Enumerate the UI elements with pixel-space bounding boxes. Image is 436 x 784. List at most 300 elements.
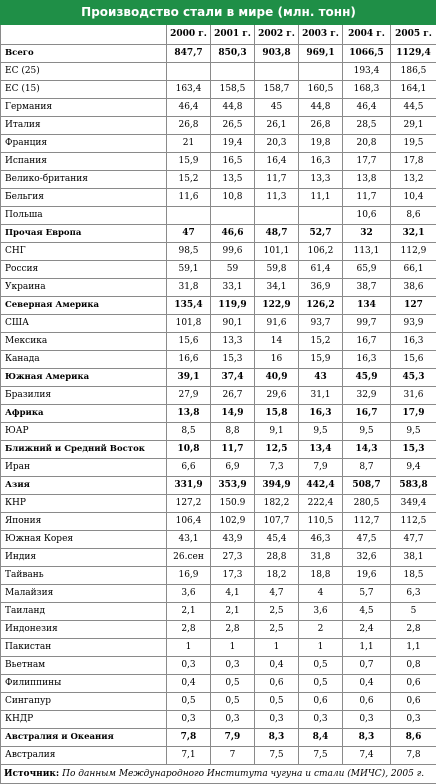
table-row: [1, 729, 436, 747]
value-cell: 1129,4: [391, 45, 436, 63]
value-cell: 26,7: [211, 387, 255, 405]
value-cell: 280,5: [343, 495, 391, 513]
value-cell: 44,5: [391, 99, 436, 117]
row-label: Таиланд: [1, 603, 167, 621]
value-cell: 8,5: [167, 423, 211, 441]
row-label: Испания: [1, 153, 167, 171]
value-cell: 15,2: [299, 333, 343, 351]
value-cell: 61,4: [299, 261, 343, 279]
table-row: [1, 279, 436, 297]
value-cell: 16: [255, 351, 299, 369]
value-cell: 40,9: [255, 369, 299, 387]
value-cell: 8,3: [343, 729, 391, 747]
table-row: [1, 315, 436, 333]
value-cell: [211, 63, 255, 81]
row-label: ЕС (15): [1, 81, 167, 99]
value-cell: 0,6: [343, 693, 391, 711]
value-cell: 1: [211, 639, 255, 657]
value-cell: 38,1: [391, 549, 436, 567]
value-cell: 15,8: [255, 405, 299, 423]
table-row: [1, 711, 436, 729]
value-cell: 0,3: [343, 711, 391, 729]
table-row: [1, 585, 436, 603]
value-cell: 7,5: [255, 747, 299, 765]
table-row: [1, 135, 436, 153]
value-cell: 127: [391, 297, 436, 315]
row-label: ЮАР: [1, 423, 167, 441]
table-title: Производство стали в мире (млн. тонн): [1, 1, 436, 25]
value-cell: 18,8: [299, 567, 343, 585]
value-cell: 16,9: [167, 567, 211, 585]
value-cell: 38,7: [343, 279, 391, 297]
table-row: [1, 63, 436, 81]
value-cell: 13,8: [167, 405, 211, 423]
value-cell: 8,4: [299, 729, 343, 747]
value-cell: 27,3: [211, 549, 255, 567]
value-cell: 16,3: [299, 153, 343, 171]
row-label: Россия: [1, 261, 167, 279]
value-cell: 7,5: [299, 747, 343, 765]
value-cell: 101,1: [255, 243, 299, 261]
table-row: [1, 333, 436, 351]
value-cell: 193,4: [343, 63, 391, 81]
value-cell: 21: [167, 135, 211, 153]
value-cell: 13,5: [211, 171, 255, 189]
value-cell: 9,5: [391, 423, 436, 441]
table-row: [1, 603, 436, 621]
value-cell: 43: [299, 369, 343, 387]
value-cell: 13,2: [391, 171, 436, 189]
value-cell: 17,3: [211, 567, 255, 585]
row-label: Южная Америка: [1, 369, 167, 387]
value-cell: 7,4: [343, 747, 391, 765]
value-cell: 164,1: [391, 81, 436, 99]
value-cell: 127,2: [167, 495, 211, 513]
value-cell: 0,4: [167, 675, 211, 693]
value-cell: 91,6: [255, 315, 299, 333]
value-cell: 0,3: [255, 711, 299, 729]
source-note: [1, 765, 436, 784]
row-label: Африка: [1, 405, 167, 423]
row-label: Канада: [1, 351, 167, 369]
value-cell: 66,1: [391, 261, 436, 279]
row-label: Австралия: [1, 747, 167, 765]
value-cell: 33,1: [211, 279, 255, 297]
value-cell: 508,7: [343, 477, 391, 495]
value-cell: 28,8: [255, 549, 299, 567]
row-label: Тайвань: [1, 567, 167, 585]
row-label: Пакистан: [1, 639, 167, 657]
value-cell: [255, 207, 299, 225]
value-cell: 0,7: [343, 657, 391, 675]
value-cell: 99,7: [343, 315, 391, 333]
value-cell: 90,1: [211, 315, 255, 333]
value-cell: 0,5: [299, 657, 343, 675]
value-cell: [299, 63, 343, 81]
value-cell: 2,5: [255, 603, 299, 621]
value-cell: 13,4: [299, 441, 343, 459]
row-label: Иран: [1, 459, 167, 477]
table-row: [1, 549, 436, 567]
row-label: Польша: [1, 207, 167, 225]
value-cell: 0,6: [299, 693, 343, 711]
value-cell: 43,1: [167, 531, 211, 549]
column-header: 2001 г.: [211, 25, 255, 45]
value-cell: 45,9: [343, 369, 391, 387]
source-text: По данным Международного Института чугуна и стали (МИЧС), 2005 г.: [62, 769, 424, 779]
value-cell: 8,3: [255, 729, 299, 747]
value-cell: 8,8: [211, 423, 255, 441]
value-cell: 2,8: [211, 621, 255, 639]
value-cell: 2: [299, 621, 343, 639]
value-cell: 2,8: [391, 621, 436, 639]
value-cell: 3,6: [299, 603, 343, 621]
value-cell: 106,2: [299, 243, 343, 261]
table-row: [1, 621, 436, 639]
value-cell: 112,5: [391, 513, 436, 531]
value-cell: 112,9: [391, 243, 436, 261]
row-label: Ближний и Средний Восток: [1, 441, 167, 459]
table-row: [1, 675, 436, 693]
value-cell: 15,2: [167, 171, 211, 189]
table-row: [1, 261, 436, 279]
value-cell: 59: [211, 261, 255, 279]
column-header-row: [1, 25, 436, 45]
value-cell: 2,8: [167, 621, 211, 639]
value-cell: 19,4: [211, 135, 255, 153]
table-row: [1, 531, 436, 549]
value-cell: 46,6: [211, 225, 255, 243]
value-cell: 31,8: [167, 279, 211, 297]
value-cell: 39,1: [167, 369, 211, 387]
value-cell: 1,1: [343, 639, 391, 657]
value-cell: 31,1: [299, 387, 343, 405]
table-row: [1, 189, 436, 207]
value-cell: 4,1: [211, 585, 255, 603]
value-cell: 4: [299, 585, 343, 603]
value-cell: 16,5: [211, 153, 255, 171]
value-cell: 13,3: [299, 171, 343, 189]
table-row: [1, 387, 436, 405]
value-cell: 43,9: [211, 531, 255, 549]
row-label: Италия: [1, 117, 167, 135]
value-cell: 59,1: [167, 261, 211, 279]
value-cell: 1: [255, 639, 299, 657]
value-cell: 19,6: [343, 567, 391, 585]
value-cell: 0,3: [167, 711, 211, 729]
value-cell: 4,5: [343, 603, 391, 621]
row-label: Германия: [1, 99, 167, 117]
value-cell: 16,3: [391, 333, 436, 351]
value-cell: 442,4: [299, 477, 343, 495]
value-cell: [299, 207, 343, 225]
value-cell: 13,8: [343, 171, 391, 189]
value-cell: 0,6: [391, 675, 436, 693]
table-row: [1, 639, 436, 657]
value-cell: 26.сен: [167, 549, 211, 567]
value-cell: 168,3: [343, 81, 391, 99]
value-cell: 99,6: [211, 243, 255, 261]
value-cell: 8,7: [343, 459, 391, 477]
value-cell: 7,9: [211, 729, 255, 747]
value-cell: 1,1: [391, 639, 436, 657]
value-cell: 102,9: [211, 513, 255, 531]
row-label: Филиппины: [1, 675, 167, 693]
value-cell: 32,9: [343, 387, 391, 405]
row-label: Азия: [1, 477, 167, 495]
value-cell: 126,2: [299, 297, 343, 315]
value-cell: 7,8: [167, 729, 211, 747]
value-cell: 16,3: [299, 405, 343, 423]
value-cell: 27,9: [167, 387, 211, 405]
table-row: [1, 459, 436, 477]
value-cell: 93,9: [391, 315, 436, 333]
table-row: [1, 81, 436, 99]
value-cell: 16,7: [343, 333, 391, 351]
table-row: [1, 657, 436, 675]
table-row: [1, 351, 436, 369]
value-cell: 8,6: [391, 729, 436, 747]
table-title-row: [1, 1, 436, 25]
value-cell: 331,9: [167, 477, 211, 495]
value-cell: 47,7: [391, 531, 436, 549]
value-cell: 186,5: [391, 63, 436, 81]
value-cell: 222,4: [299, 495, 343, 513]
row-label: Северная Америка: [1, 297, 167, 315]
row-label: Франция: [1, 135, 167, 153]
value-cell: 47: [167, 225, 211, 243]
value-cell: 0,4: [255, 657, 299, 675]
value-cell: 7,8: [391, 747, 436, 765]
row-label: Сингапур: [1, 693, 167, 711]
value-cell: 19,8: [299, 135, 343, 153]
value-cell: 11,7: [211, 441, 255, 459]
value-cell: 0,5: [211, 693, 255, 711]
value-cell: 44,8: [299, 99, 343, 117]
value-cell: 158,5: [211, 81, 255, 99]
row-label: КНДР: [1, 711, 167, 729]
value-cell: 45,4: [255, 531, 299, 549]
value-cell: 16,3: [343, 351, 391, 369]
value-cell: 583,8: [391, 477, 436, 495]
value-cell: 847,7: [167, 45, 211, 63]
value-cell: 10,8: [211, 189, 255, 207]
value-cell: 7,3: [255, 459, 299, 477]
row-label: Индонезия: [1, 621, 167, 639]
value-cell: 98,5: [167, 243, 211, 261]
table-row: [1, 171, 436, 189]
table-row: [1, 747, 436, 765]
value-cell: 31,8: [299, 549, 343, 567]
value-cell: 182,2: [255, 495, 299, 513]
table-row: [1, 477, 436, 495]
row-label: Индия: [1, 549, 167, 567]
value-cell: 11,7: [255, 171, 299, 189]
value-cell: 0,5: [211, 675, 255, 693]
value-cell: 14: [255, 333, 299, 351]
value-cell: 18,2: [255, 567, 299, 585]
value-cell: 0,3: [167, 657, 211, 675]
value-cell: 59,8: [255, 261, 299, 279]
value-cell: 19,5: [391, 135, 436, 153]
value-cell: 4,7: [255, 585, 299, 603]
value-cell: 18,5: [391, 567, 436, 585]
value-cell: 1066,5: [343, 45, 391, 63]
value-cell: 119,9: [211, 297, 255, 315]
value-cell: 7: [211, 747, 255, 765]
table-row: [1, 369, 436, 387]
value-cell: 13,3: [211, 333, 255, 351]
value-cell: 36,9: [299, 279, 343, 297]
value-cell: 353,9: [211, 477, 255, 495]
column-header: 2000 г.: [167, 25, 211, 45]
value-cell: 17,9: [391, 405, 436, 423]
table-row: [1, 45, 436, 63]
value-cell: 113,1: [343, 243, 391, 261]
value-cell: 122,9: [255, 297, 299, 315]
value-cell: 8,6: [391, 207, 436, 225]
row-label: США: [1, 315, 167, 333]
table-row: [1, 693, 436, 711]
value-cell: 112,7: [343, 513, 391, 531]
value-cell: [211, 207, 255, 225]
value-cell: 46,3: [299, 531, 343, 549]
value-cell: 46,4: [167, 99, 211, 117]
value-cell: 29,6: [255, 387, 299, 405]
value-cell: 163,4: [167, 81, 211, 99]
value-cell: 135,4: [167, 297, 211, 315]
table-row: [1, 495, 436, 513]
value-cell: 0,5: [167, 693, 211, 711]
value-cell: [167, 207, 211, 225]
row-label: Япония: [1, 513, 167, 531]
value-cell: 11,7: [343, 189, 391, 207]
value-cell: 17,7: [343, 153, 391, 171]
value-cell: 0,6: [391, 693, 436, 711]
value-cell: 93,7: [299, 315, 343, 333]
value-cell: 2,5: [255, 621, 299, 639]
value-cell: 394,9: [255, 477, 299, 495]
value-cell: 37,4: [211, 369, 255, 387]
value-cell: 11,6: [167, 189, 211, 207]
value-cell: 15,3: [211, 351, 255, 369]
value-cell: 2,1: [167, 603, 211, 621]
value-cell: 11,1: [299, 189, 343, 207]
value-cell: 2,4: [343, 621, 391, 639]
value-cell: 20,8: [343, 135, 391, 153]
value-cell: 9,1: [255, 423, 299, 441]
value-cell: 5,7: [343, 585, 391, 603]
value-cell: 850,3: [211, 45, 255, 63]
value-cell: 160,5: [299, 81, 343, 99]
value-cell: 48,7: [255, 225, 299, 243]
table-row: [1, 441, 436, 459]
value-cell: 6,3: [391, 585, 436, 603]
value-cell: 969,1: [299, 45, 343, 63]
table-row: [1, 225, 436, 243]
value-cell: 32,1: [391, 225, 436, 243]
value-cell: 134: [343, 297, 391, 315]
table-row: [1, 243, 436, 261]
value-cell: 44,8: [211, 99, 255, 117]
row-label: Всего: [1, 45, 167, 63]
value-cell: 107,7: [255, 513, 299, 531]
value-cell: 17,8: [391, 153, 436, 171]
value-cell: 9,5: [343, 423, 391, 441]
value-cell: 9,5: [299, 423, 343, 441]
row-label: Малайзия: [1, 585, 167, 603]
value-cell: 47,5: [343, 531, 391, 549]
value-cell: 12,5: [255, 441, 299, 459]
column-header: 2003 г.: [299, 25, 343, 45]
row-label: СНГ: [1, 243, 167, 261]
value-cell: 0,5: [299, 675, 343, 693]
row-label: Мексика: [1, 333, 167, 351]
value-cell: 9,4: [391, 459, 436, 477]
row-label: Бельгия: [1, 189, 167, 207]
value-cell: 0,6: [255, 675, 299, 693]
row-label: Бразилия: [1, 387, 167, 405]
value-cell: 7,9: [299, 459, 343, 477]
value-cell: [255, 63, 299, 81]
value-cell: 16,7: [343, 405, 391, 423]
value-cell: 0,8: [391, 657, 436, 675]
table-row: [1, 117, 436, 135]
value-cell: 46,4: [343, 99, 391, 117]
table-row: [1, 423, 436, 441]
column-header: 2004 г.: [343, 25, 391, 45]
value-cell: 0,3: [391, 711, 436, 729]
value-cell: 65,9: [343, 261, 391, 279]
value-cell: 903,8: [255, 45, 299, 63]
value-cell: 15,6: [391, 351, 436, 369]
value-cell: 7,1: [167, 747, 211, 765]
value-cell: 110,5: [299, 513, 343, 531]
table-row: [1, 297, 436, 315]
value-cell: 26,1: [255, 117, 299, 135]
column-header: 2002 г.: [255, 25, 299, 45]
value-cell: 15,3: [391, 441, 436, 459]
table-row: [1, 513, 436, 531]
table-row: [1, 207, 436, 225]
row-label: Вьетнам: [1, 657, 167, 675]
value-cell: 15,6: [167, 333, 211, 351]
value-cell: 16,4: [255, 153, 299, 171]
value-cell: 1: [299, 639, 343, 657]
value-cell: 349,4: [391, 495, 436, 513]
value-cell: [167, 63, 211, 81]
value-cell: 52,7: [299, 225, 343, 243]
value-cell: 32: [343, 225, 391, 243]
value-cell: 26,5: [211, 117, 255, 135]
row-label: КНР: [1, 495, 167, 513]
value-cell: 0,3: [211, 711, 255, 729]
source-label: Источник:: [4, 769, 59, 779]
value-cell: 31,6: [391, 387, 436, 405]
table-row: [1, 99, 436, 117]
value-cell: 29,1: [391, 117, 436, 135]
value-cell: 3,6: [167, 585, 211, 603]
value-cell: 5: [391, 603, 436, 621]
value-cell: 38,6: [391, 279, 436, 297]
value-cell: 1: [167, 639, 211, 657]
table-row: [1, 153, 436, 171]
value-cell: 15,9: [167, 153, 211, 171]
value-cell: 32,6: [343, 549, 391, 567]
value-cell: 10,6: [343, 207, 391, 225]
row-label: Австралия и Океания: [1, 729, 167, 747]
value-cell: 11,3: [255, 189, 299, 207]
